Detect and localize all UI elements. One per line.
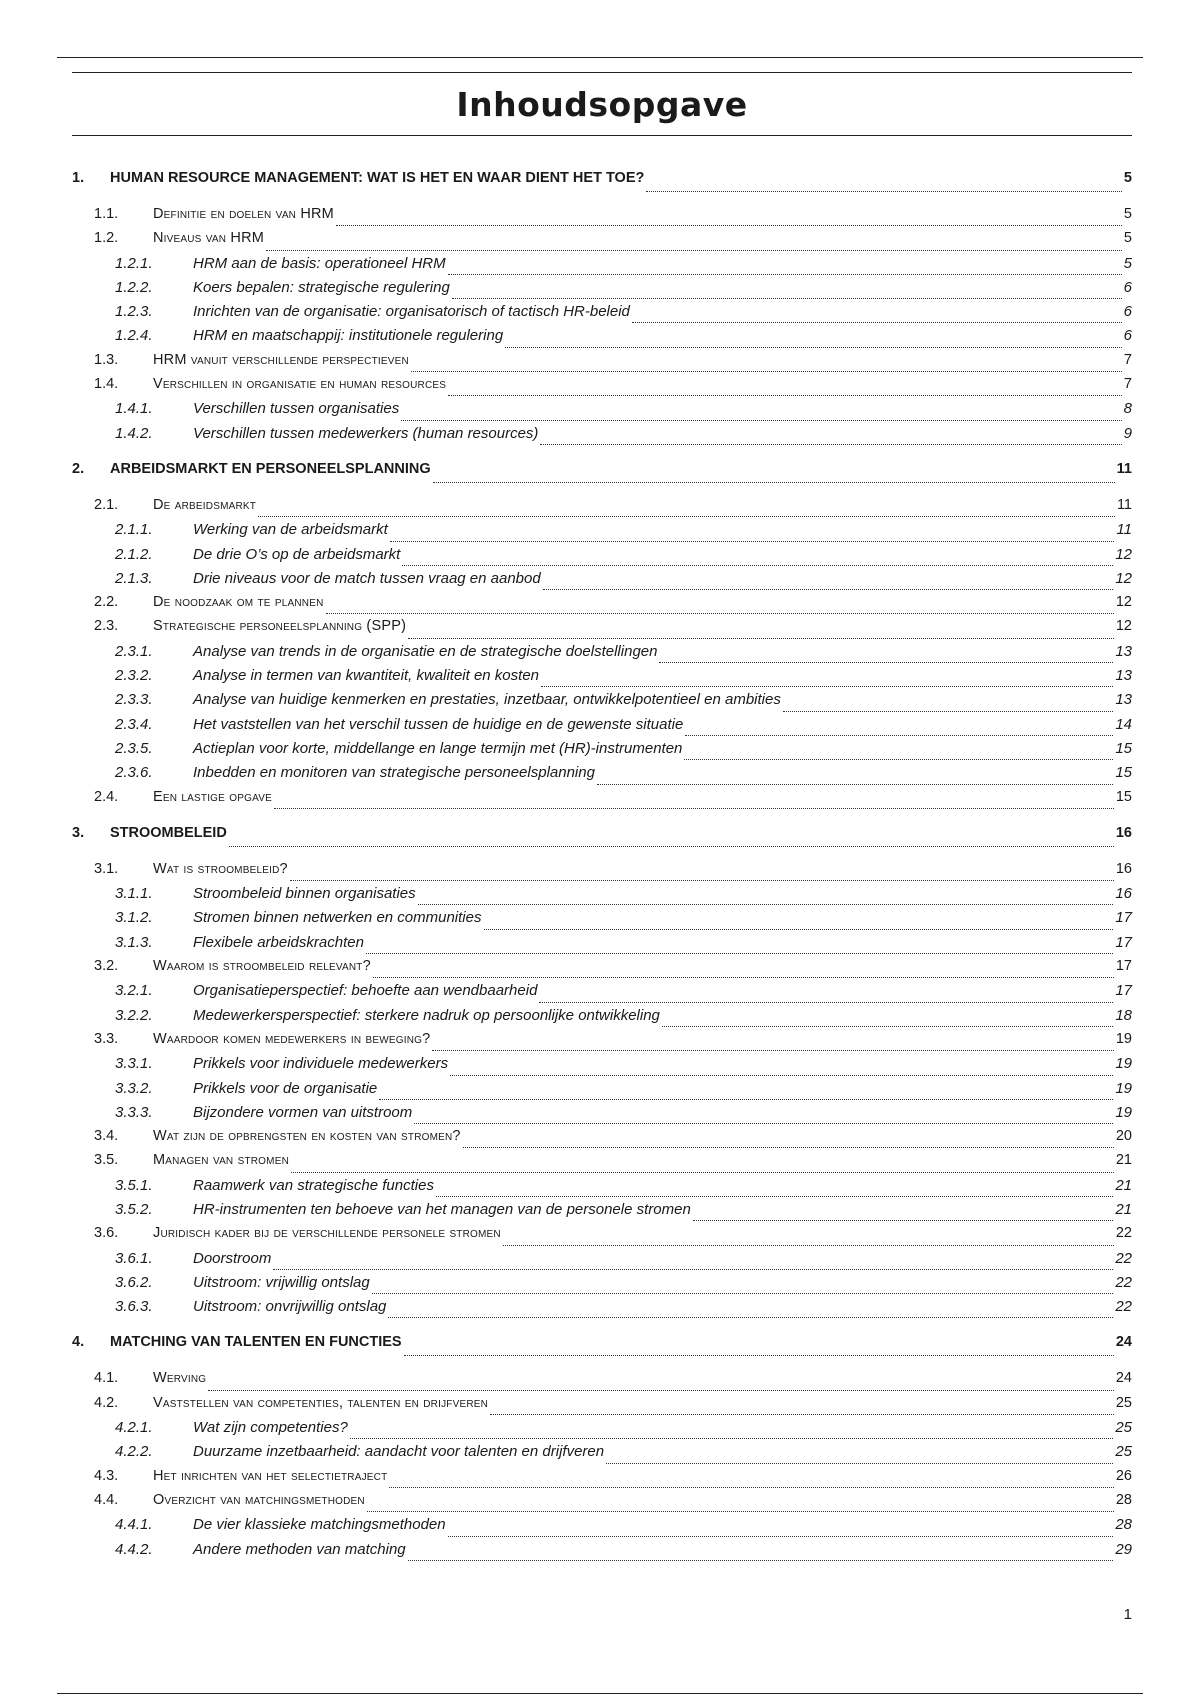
toc-entry-label: Koers bepalen: strategische regulering (193, 278, 450, 296)
toc-entry-page: 11 (1116, 496, 1132, 513)
dot-leader (662, 1026, 1113, 1027)
toc-entry-page: 12 (1115, 618, 1132, 635)
dot-leader (291, 1172, 1114, 1173)
dot-leader (390, 541, 1115, 542)
toc-entry-level-3[interactable] (72, 691, 1132, 715)
dot-leader (366, 953, 1113, 954)
dot-leader (388, 1317, 1113, 1318)
dot-leader (379, 1099, 1113, 1100)
toc-entry-page: 15 (1115, 764, 1132, 782)
toc-entry-page: 13 (1115, 642, 1132, 660)
toc-entry-label: Uitstroom: onvrijwillig ontslag (193, 1298, 387, 1316)
toc-entry-level-3[interactable] (72, 1298, 1132, 1322)
toc-entry-page: 22 (1115, 1273, 1132, 1291)
toc-entry-page: 8 (1123, 400, 1132, 418)
toc-entry-label: Een lastige opgave (153, 788, 272, 805)
toc-entry-level-3[interactable] (72, 716, 1132, 740)
toc-entry-page: 21 (1115, 1176, 1132, 1194)
toc-entry-label: Doorstroom (193, 1249, 272, 1267)
toc-entry-level-3[interactable] (72, 740, 1132, 764)
toc-entry-level-3[interactable] (72, 764, 1132, 788)
toc-entry-number: 3.1.2. (115, 909, 153, 927)
toc-entry-level-2[interactable] (72, 1225, 1132, 1249)
toc-entry-level-2[interactable] (72, 352, 1132, 376)
dot-leader (372, 1293, 1114, 1294)
toc-entry-label: Vaststellen van competenties, talenten en drijfveren (153, 1394, 489, 1411)
toc-entry-label: Het inrichten van het selectietraject (153, 1467, 388, 1484)
dot-leader (229, 846, 1114, 847)
toc-entry-number: 2.3.2. (115, 667, 153, 685)
dot-leader (452, 298, 1122, 299)
toc-entry-page: 25 (1115, 1394, 1132, 1411)
toc-entry-level-1[interactable] (72, 825, 1132, 851)
toc-entry-number: 2.2. (94, 594, 119, 611)
toc-entry-label: Juridisch kader bij de verschillende personele stromen (153, 1225, 501, 1242)
toc-entry-level-3[interactable] (72, 667, 1132, 691)
toc-entry-number: 1.2.3. (115, 303, 153, 321)
toc-entry-number: 1.2.2. (115, 278, 153, 296)
dot-leader (336, 225, 1122, 226)
dot-leader (503, 1245, 1114, 1246)
toc-entry-page: 5 (1123, 206, 1132, 222)
dot-leader (659, 662, 1113, 663)
toc-entry-level-3[interactable] (72, 982, 1132, 1006)
toc-entry-number: 4.2.2. (115, 1443, 153, 1461)
toc-entry-label: Actieplan voor korte, middellange en lange termijn met (HR)-instrumenten (193, 739, 683, 757)
toc-entry-label: Bijzondere vormen van uitstroom (193, 1103, 413, 1121)
toc-entry-level-3[interactable] (72, 279, 1132, 303)
toc-entry-number: 3.5.2. (115, 1200, 153, 1218)
toc-entry-page: 24 (1115, 1370, 1132, 1387)
toc-entry-label: STROOMBELEID (110, 824, 227, 841)
toc-entry-level-3[interactable] (72, 1419, 1132, 1443)
toc-entry-page: 11 (1116, 460, 1132, 477)
toc-entry-number: 4.4.2. (115, 1540, 153, 1558)
toc-entry-level-3[interactable] (72, 1007, 1132, 1031)
toc-entry-number: 2.3.6. (115, 764, 153, 782)
toc-entry-level-3[interactable] (72, 255, 1132, 279)
toc-entry-label: Verschillen tussen medewerkers (human resources) (193, 424, 539, 442)
toc-entry-number: 2.1.1. (115, 521, 153, 539)
toc-entry-level-3[interactable] (72, 1541, 1132, 1565)
dot-leader (408, 638, 1114, 639)
toc-entry-number: 4.2.1. (115, 1419, 153, 1437)
toc-entry-number: 4.4.1. (115, 1516, 153, 1534)
toc-entry-level-3[interactable] (72, 1080, 1132, 1104)
toc-entry-page: 7 (1123, 351, 1132, 368)
toc-entry-number: 2.1.2. (115, 545, 153, 563)
toc-entry-page: 26 (1115, 1467, 1132, 1484)
toc-entry-label: Stromen binnen netwerken en communities (193, 909, 482, 927)
dot-leader (448, 395, 1122, 396)
toc-entry-label: De vier klassieke matchingsmethoden (193, 1516, 446, 1534)
toc-entry-page: 12 (1115, 594, 1132, 611)
toc-entry-number: 1.3. (94, 351, 119, 368)
dot-leader (418, 904, 1114, 905)
toc-entry-label: Definitie en doelen van HRM (153, 206, 334, 222)
toc-entry-number: 2.3.3. (115, 691, 153, 709)
toc-entry-page: 11 (1116, 521, 1132, 539)
toc-entry-level-2[interactable] (72, 1128, 1132, 1152)
toc-entry-page: 17 (1115, 958, 1132, 975)
toc-entry-level-3[interactable] (72, 643, 1132, 667)
toc-entry-level-1[interactable] (72, 170, 1132, 196)
toc-entry-page: 21 (1115, 1200, 1132, 1218)
dot-leader (539, 1002, 1113, 1003)
toc-entry-label: Drie niveaus voor de match tussen vraag en aanbod (193, 569, 541, 587)
dot-leader (373, 977, 1114, 978)
dot-leader (543, 589, 1114, 590)
toc-entry-number: 3. (72, 824, 85, 841)
toc-entry-number: 3.3.1. (115, 1055, 153, 1073)
toc-entry-page: 16 (1115, 824, 1132, 841)
toc-entry-number: 3.3.3. (115, 1103, 153, 1121)
toc-entry-page: 12 (1115, 569, 1132, 587)
toc-entry-label: Wat zijn de opbrengsten en kosten van stromen? (153, 1128, 461, 1145)
toc-entry-level-3[interactable] (72, 934, 1132, 958)
toc-entry-label: Verschillen in organisatie en human resources (153, 376, 447, 393)
toc-entry-level-3[interactable] (72, 1250, 1132, 1274)
toc-entry-label: Niveaus van HRM (153, 230, 265, 247)
toc-entry-number: 3.6.1. (115, 1249, 153, 1267)
toc-entry-level-1[interactable] (72, 461, 1132, 487)
toc-entry-label: HR-instrumenten ten behoeve van het managen van de personele stromen (193, 1200, 691, 1218)
dot-leader (541, 686, 1113, 687)
dot-leader (450, 1075, 1113, 1076)
dot-leader (505, 347, 1121, 348)
toc-entry-number: 3.1.3. (115, 933, 153, 951)
toc-entry-level-3[interactable] (72, 546, 1132, 570)
toc-entry-page: 19 (1115, 1079, 1132, 1097)
toc-entry-page: 16 (1115, 860, 1132, 877)
toc-entry-label: Wat is stroombeleid? (153, 860, 288, 877)
toc-entry-page: 6 (1123, 278, 1132, 296)
toc-entry-number: 3.6. (94, 1225, 119, 1242)
dot-leader (408, 1560, 1114, 1561)
toc-entry-number: 2.1.3. (115, 569, 153, 587)
toc-entry-number: 3.5.1. (115, 1176, 153, 1194)
toc-entry-level-2[interactable] (72, 497, 1132, 521)
toc-entry-number: 3.4. (94, 1128, 119, 1145)
toc-entry-level-3[interactable] (72, 1201, 1132, 1225)
toc-entry-number: 3.1. (94, 860, 119, 877)
toc-entry-level-3[interactable] (72, 1055, 1132, 1079)
toc-entry-label: Analyse van huidige kenmerken en prestaties, inzetbaar, ontwikkelpotentieel en ambities (193, 691, 781, 709)
toc-entry-number: 2.1. (94, 496, 119, 513)
toc-entry-number: 3.2.1. (115, 982, 153, 1000)
toc-entry-page: 14 (1115, 715, 1132, 733)
toc-entry-number: 1.4.2. (115, 424, 153, 442)
toc-entry-level-3[interactable] (72, 303, 1132, 327)
page-title: Inhoudsopgave (456, 84, 748, 124)
toc-entry-label: Inrichten van de organisatie: organisatorisch of tactisch HR-beleid (193, 303, 630, 321)
toc-entry-level-3[interactable] (72, 1516, 1132, 1540)
toc-entry-label: Waarom is stroombeleid relevant? (153, 958, 371, 975)
toc-entry-level-3[interactable] (72, 400, 1132, 424)
toc-entry-label: Managen van stromen (153, 1152, 289, 1169)
dot-leader (448, 1536, 1114, 1537)
toc-entry-number: 3.1.1. (115, 885, 153, 903)
toc-entry-page: 9 (1123, 424, 1132, 442)
toc-entry-level-3[interactable] (72, 521, 1132, 545)
toc-entry-level-3[interactable] (72, 570, 1132, 594)
dot-leader (597, 784, 1113, 785)
dot-leader (448, 274, 1122, 275)
toc-entry-number: 4. (72, 1334, 85, 1351)
toc-entry-number: 4.3. (94, 1467, 119, 1484)
dot-leader (432, 1050, 1114, 1051)
toc-entry-number: 2.4. (94, 788, 119, 805)
dot-leader (463, 1147, 1114, 1148)
toc-entry-page: 15 (1115, 788, 1132, 805)
page-number: 1 (1123, 1606, 1132, 1623)
toc-entry-label: HRM en maatschappij: institutionele regulering (193, 327, 504, 345)
toc-entry-page: 17 (1115, 933, 1132, 951)
toc-entry-page: 12 (1115, 545, 1132, 563)
toc-entry-label: Medewerkersperspectief: sterkere nadruk op persoonlijke ontwikkeling (193, 1006, 660, 1024)
toc-entry-number: 2. (72, 460, 85, 477)
toc-entry-number: 1.2.4. (115, 327, 153, 345)
toc-entry-level-2[interactable] (72, 594, 1132, 618)
toc-entry-level-3[interactable] (72, 425, 1132, 449)
toc-entry-label: Prikkels voor de organisatie (193, 1079, 378, 1097)
toc-entry-level-3[interactable] (72, 885, 1132, 909)
toc-entry-level-2[interactable] (72, 861, 1132, 885)
dot-leader (484, 929, 1114, 930)
toc-entry-label: Uitstroom: vrijwillig ontslag (193, 1273, 370, 1291)
toc-entry-page: 15 (1115, 739, 1132, 757)
toc-entry-number: 1.4. (94, 376, 119, 393)
toc-entry-level-2[interactable] (72, 1370, 1132, 1394)
dot-leader (274, 808, 1114, 809)
toc-entry-number: 3.6.3. (115, 1298, 153, 1316)
toc-entry-label: HUMAN RESOURCE MANAGEMENT: WAT IS HET EN WAAR DIENT HET TOE? (110, 170, 645, 186)
toc-entry-page: 17 (1115, 909, 1132, 927)
toc-entry-level-2[interactable] (72, 1152, 1132, 1176)
toc-entry-page: 13 (1115, 691, 1132, 709)
dot-leader (266, 250, 1122, 251)
dot-leader (433, 482, 1115, 483)
toc-entry-label: Inbedden en monitoren van strategische personeelsplanning (193, 764, 595, 782)
dot-leader (606, 1463, 1113, 1464)
toc-entry-level-3[interactable] (72, 1177, 1132, 1201)
toc-entry-page: 21 (1115, 1152, 1132, 1169)
toc-entry-label: Prikkels voor individuele medewerkers (193, 1055, 449, 1073)
toc-entry-number: 4.1. (94, 1370, 119, 1387)
toc-entry-number: 3.6.2. (115, 1273, 153, 1291)
toc-entry-page: 19 (1115, 1055, 1132, 1073)
toc-entry-page: 22 (1115, 1225, 1132, 1242)
toc-entry-label: Strategische personeelsplanning (SPP) (153, 618, 407, 635)
dot-leader (208, 1390, 1114, 1391)
toc-entry-label: Werking van de arbeidsmarkt (193, 521, 388, 539)
dot-leader (326, 613, 1114, 614)
dot-leader (783, 711, 1113, 712)
toc-entry-label: Analyse van trends in de organisatie en de strategische doelstellingen (193, 642, 658, 660)
toc-entry-page: 28 (1115, 1491, 1132, 1508)
dot-leader (402, 565, 1113, 566)
toc-entry-label: HRM vanuit verschillende perspectieven (153, 351, 409, 368)
dot-leader (273, 1269, 1113, 1270)
toc-entry-label: Het vaststellen van het verschil tussen de huidige en de gewenste situatie (193, 715, 684, 733)
toc-entry-page: 20 (1115, 1128, 1132, 1145)
toc-entry-label: De arbeidsmarkt (153, 496, 257, 513)
dot-leader (632, 322, 1122, 323)
toc-entry-label: Werving (153, 1370, 207, 1387)
toc-entry-page: 16 (1115, 885, 1132, 903)
toc-entry-page: 25 (1115, 1419, 1132, 1437)
dot-leader (258, 516, 1115, 517)
toc-entry-number: 4.2. (94, 1394, 119, 1411)
toc-entry-label: De drie O’s op de arbeidsmarkt (193, 545, 401, 563)
toc-entry-label: Andere methoden van matching (193, 1540, 406, 1558)
toc-entry-level-3[interactable] (72, 1274, 1132, 1298)
dot-leader (646, 191, 1122, 192)
toc-entry-level-2[interactable] (72, 1395, 1132, 1419)
toc-entry-label: ARBEIDSMARKT EN PERSONEELSPLANNING (110, 460, 431, 477)
toc-entry-level-3[interactable] (72, 1104, 1132, 1128)
dot-leader (411, 371, 1122, 372)
toc-entry-page: 18 (1115, 1006, 1132, 1024)
toc-entry-label: Organisatieperspectief: behoefte aan wendbaarheid (193, 982, 538, 1000)
toc-entry-number: 2.3.1. (115, 642, 153, 660)
toc-entry-label: Verschillen tussen organisaties (193, 400, 400, 418)
toc-entry-page: 19 (1115, 1103, 1132, 1121)
toc-entry-number: 1.2.1. (115, 254, 153, 272)
toc-entry-number: 4.4. (94, 1491, 119, 1508)
toc-entry-label: Wat zijn competenties? (193, 1419, 348, 1437)
toc-entry-label: Stroombeleid binnen organisaties (193, 885, 416, 903)
toc-entry-page: 5 (1123, 170, 1132, 186)
toc-entry-number: 3.2. (94, 958, 119, 975)
toc-entry-page: 17 (1115, 982, 1132, 1000)
toc-entry-label: De noodzaak om te plannen (153, 594, 324, 611)
toc-entry-page: 7 (1123, 376, 1132, 393)
toc-entry-level-2[interactable] (72, 958, 1132, 982)
toc-entry-level-2[interactable] (72, 376, 1132, 400)
dot-leader (693, 1220, 1114, 1221)
toc-entry-page: 5 (1123, 254, 1132, 272)
toc-entry-level-1[interactable] (72, 1334, 1132, 1360)
title-box (72, 72, 1132, 136)
toc-entry-label: Analyse in termen van kwantiteit, kwaliteit en kosten (193, 667, 540, 685)
toc-entry-level-2[interactable] (72, 1031, 1132, 1055)
toc-entry-page: 24 (1115, 1334, 1132, 1351)
toc-entry-label: Flexibele arbeidskrachten (193, 933, 364, 951)
toc-entry-page: 6 (1123, 327, 1132, 345)
dot-leader (350, 1438, 1114, 1439)
toc-entry-label: Duurzame inzetbaarheid: aandacht voor talenten en drijfveren (193, 1443, 605, 1461)
toc-entry-page: 19 (1115, 1030, 1132, 1047)
toc-entry-level-2[interactable] (72, 230, 1132, 254)
toc-entry-number: 1. (72, 170, 85, 186)
toc-entry-page: 5 (1123, 230, 1132, 247)
toc-entry-page: 29 (1115, 1540, 1132, 1558)
dot-leader (685, 735, 1113, 736)
toc-entry-number: 3.5. (94, 1152, 119, 1169)
toc-entry-level-3[interactable] (72, 1443, 1132, 1467)
toc-entry-page: 22 (1115, 1298, 1132, 1316)
toc-entry-level-2[interactable] (72, 206, 1132, 230)
dot-leader (436, 1196, 1113, 1197)
toc-entry-level-3[interactable] (72, 909, 1132, 933)
toc-entry-number: 2.3.5. (115, 739, 153, 757)
toc-entry-level-3[interactable] (72, 327, 1132, 351)
page-bottom-rule (57, 1693, 1143, 1694)
toc-entry-number: 1.4.1. (115, 400, 153, 418)
toc-entry-number: 2.3.4. (115, 715, 153, 733)
dot-leader (404, 1355, 1114, 1356)
toc-entry-label: MATCHING VAN TALENTEN EN FUNCTIES (110, 1334, 402, 1351)
toc-entry-level-2[interactable] (72, 1492, 1132, 1516)
toc-entry-number: 3.3.2. (115, 1079, 153, 1097)
toc-entry-label: Overzicht van matchingsmethoden (153, 1491, 365, 1508)
toc-entry-label: Raamwerk van strategische functies (193, 1176, 434, 1194)
toc-entry-page: 22 (1115, 1249, 1132, 1267)
toc-entry-page: 25 (1115, 1443, 1132, 1461)
toc-entry-number: 3.3. (94, 1030, 119, 1047)
dot-leader (290, 880, 1114, 881)
toc-entry-level-2[interactable] (72, 789, 1132, 813)
toc-entry-page: 13 (1115, 667, 1132, 685)
toc-entry-page: 6 (1123, 303, 1132, 321)
dot-leader (414, 1123, 1113, 1124)
toc-entry-label: Waardoor komen medewerkers in beweging? (153, 1030, 431, 1047)
page-top-rule (57, 57, 1143, 58)
dot-leader (389, 1487, 1113, 1488)
toc-entry-number: 3.2.2. (115, 1006, 153, 1024)
table-of-contents (72, 170, 1132, 1565)
dot-leader (401, 420, 1121, 421)
dot-leader (490, 1414, 1114, 1415)
toc-entry-level-2[interactable] (72, 618, 1132, 642)
toc-entry-number: 1.2. (94, 230, 119, 247)
toc-entry-level-2[interactable] (72, 1468, 1132, 1492)
toc-entry-number: 2.3. (94, 618, 119, 635)
toc-entry-page: 28 (1115, 1516, 1132, 1534)
toc-entry-number: 1.1. (94, 206, 119, 222)
dot-leader (684, 759, 1113, 760)
dot-leader (367, 1511, 1114, 1512)
toc-entry-label: HRM aan de basis: operationeel HRM (193, 254, 446, 272)
dot-leader (540, 444, 1121, 445)
